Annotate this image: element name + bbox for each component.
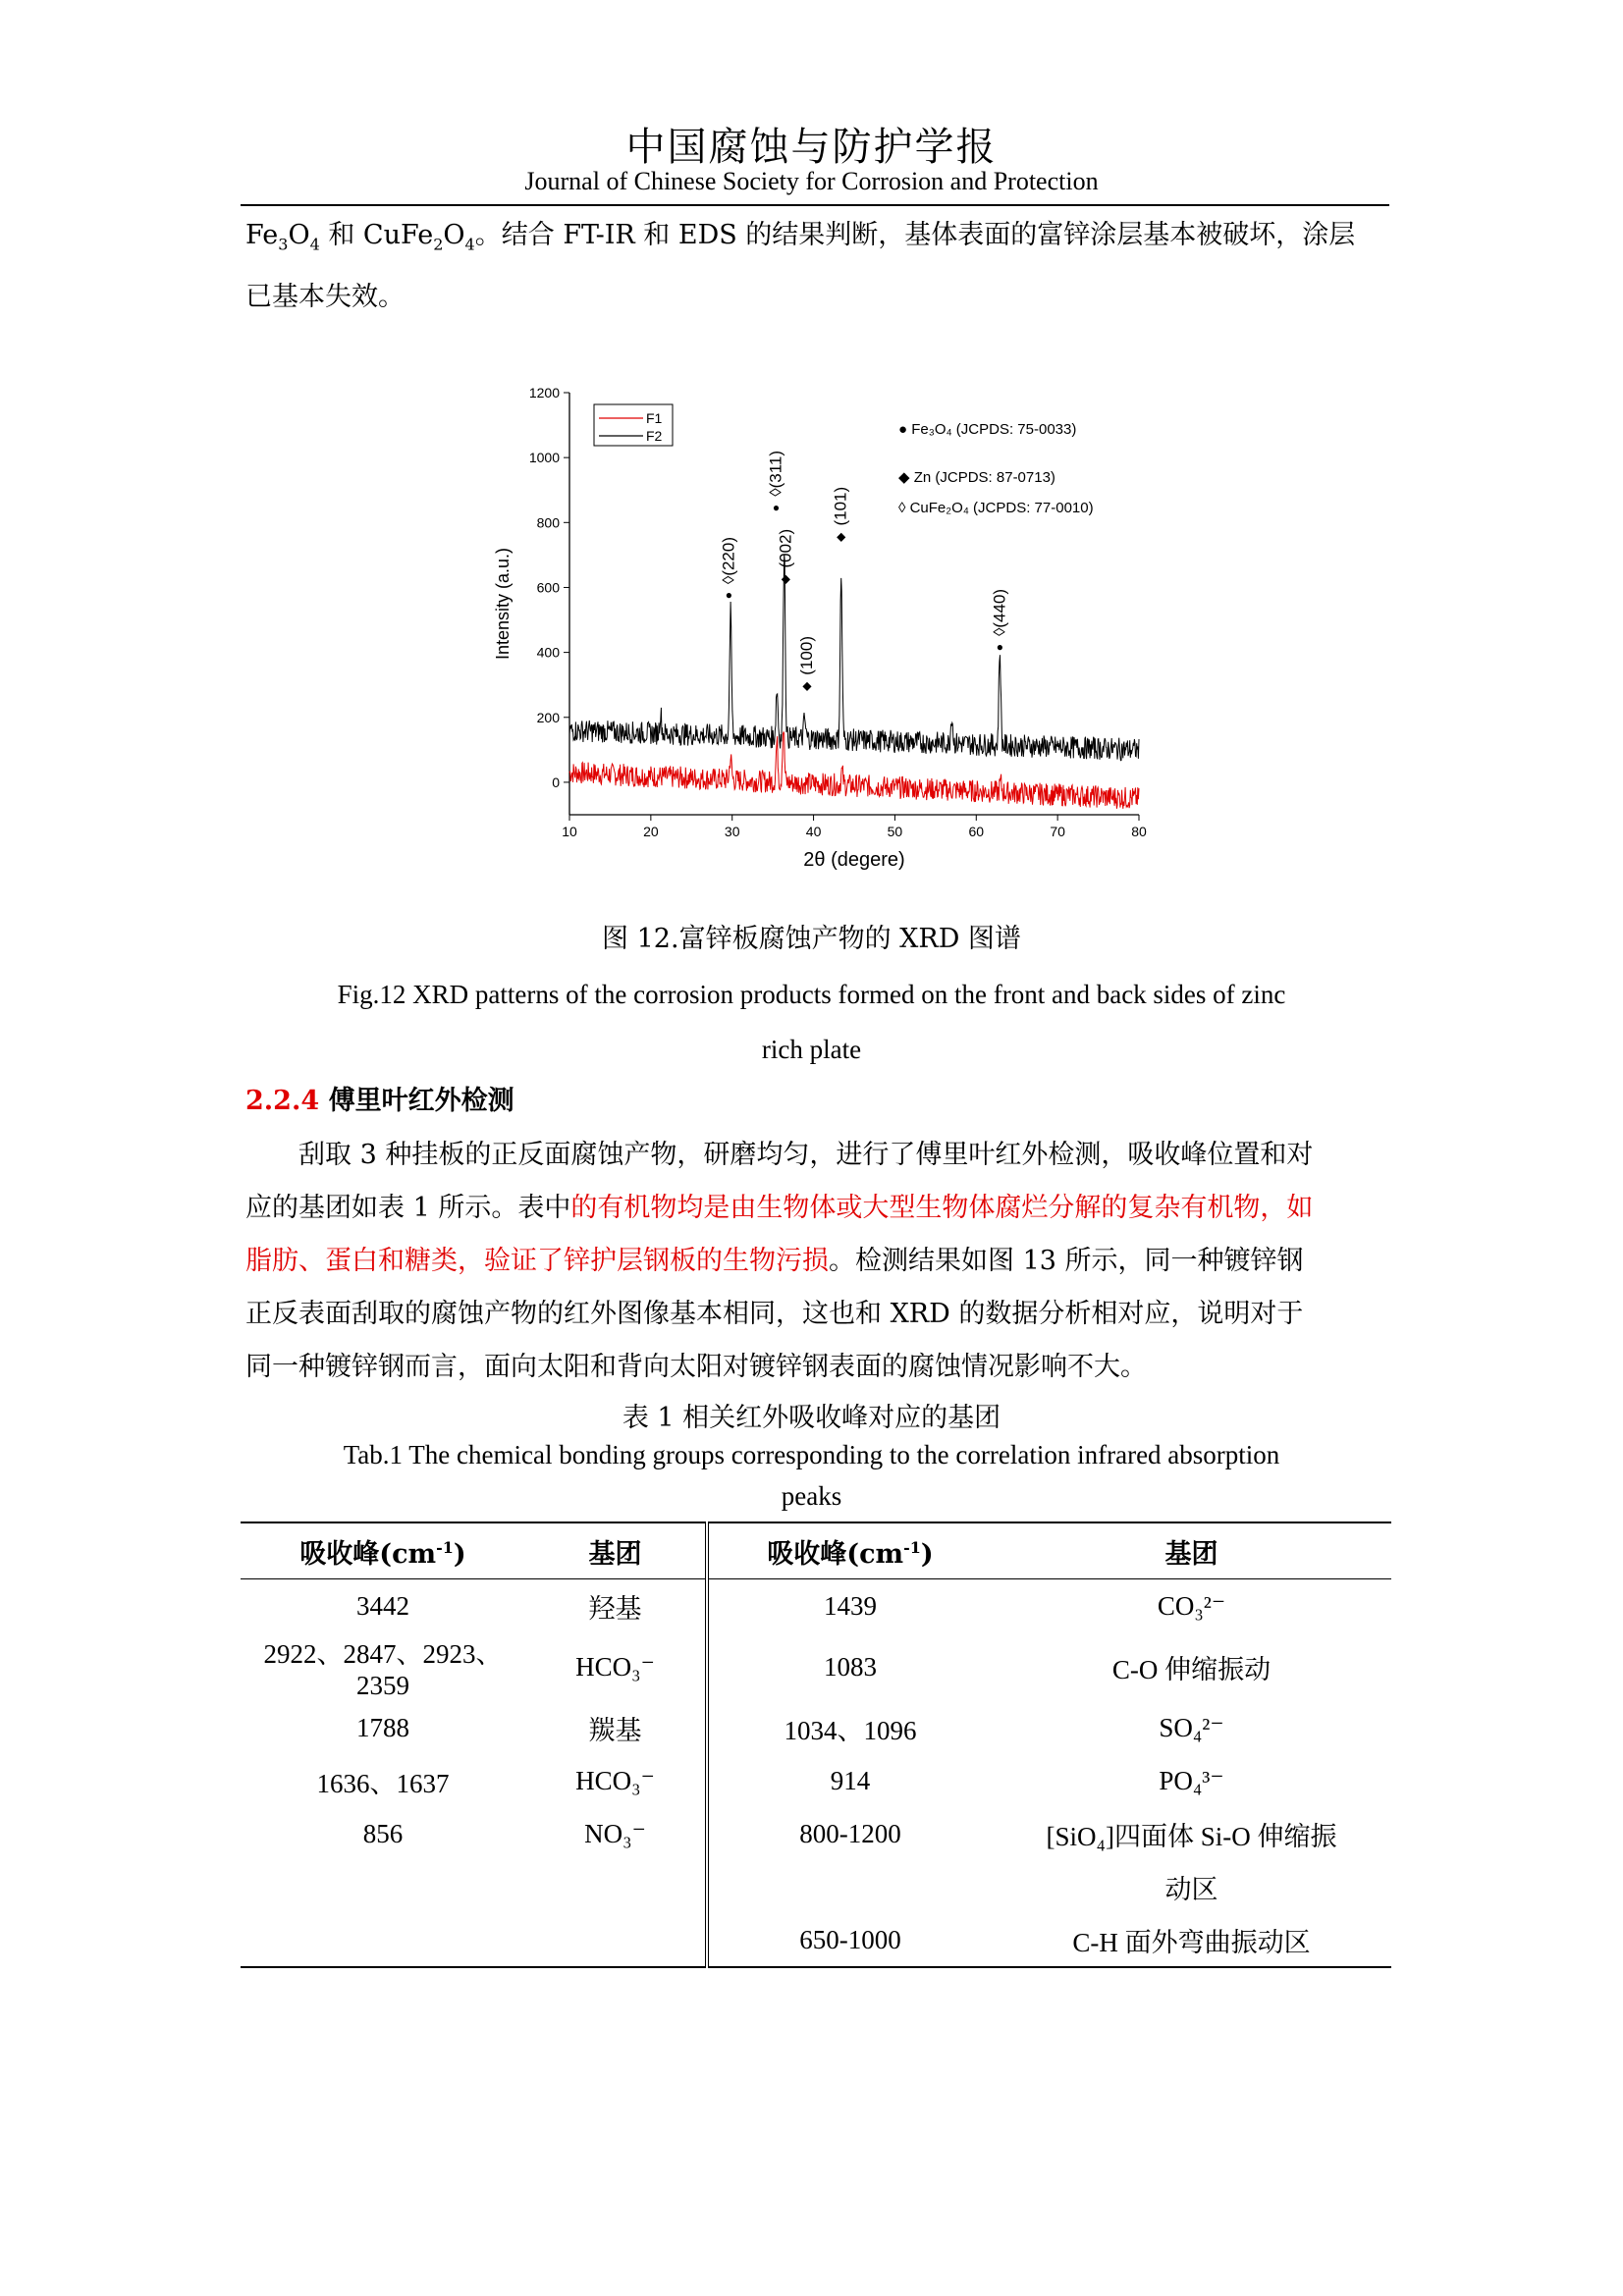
section-heading [245,1075,514,1128]
cell-peak: 650-1000 [707,1913,992,1967]
cell-peak: 914 [707,1754,992,1807]
y-tick-label: 600 [536,579,560,596]
table-row [241,1701,1391,1754]
header-peak-2: 吸收峰$(cm^{-1})$ [707,1522,992,1579]
table-row [241,1632,1391,1701]
section-number: 2.2.4 [245,1086,320,1116]
peak-label: (002) [776,528,795,568]
table-row [241,1754,1391,1807]
absorption-peaks-table [241,1522,1391,1968]
peak-marker: ◆ [781,571,791,586]
table-row [241,1807,1391,1860]
journal-title-en: Journal of Chinese Society for Corrosion and Protection [524,167,1099,195]
cell-group: CO₃²⁻ [1157,1590,1226,1621]
figure-caption-cn: 图 12.富锌板腐蚀产物的 XRD 图谱 [602,924,1021,954]
cell-peak: 1083 [707,1632,992,1701]
peak-marker: ◆ [802,678,812,693]
x-tick-label: 50 [887,824,903,839]
x-tick-label: 40 [805,824,822,839]
y-tick-label: 0 [552,774,560,790]
x-tick-label: 60 [968,824,985,839]
header-rule [241,204,1389,206]
table-row [241,1913,1391,1967]
body-line-5: 同一种镀锌钢而言，面向太阳和背向太阳对镀锌钢表面的腐蚀情况影响不大。 [245,1352,1147,1382]
legend-label-F1: F1 [646,410,663,426]
x-tick-label: 10 [562,824,577,839]
legend-label-F2: F2 [646,428,663,444]
header-group-2: 基团 [992,1522,1391,1579]
phase-legend-entry: ● Fe₃O₄ (JCPDS: 75-0033) [898,421,1077,438]
cell-peak: 1636、1637 [316,1768,450,1798]
cell-group: HCO₃⁻ [575,1765,655,1795]
journal-title-cn: 中国腐蚀与防护学报 [625,125,998,170]
body-line-3: 脂肪、蛋白和糖类，验证了锌护层钢板的生物污损。检测结果如图 13 所示，同一种镀锌钢 [245,1246,1304,1276]
cell-peak: 2922、2847、2923、2359 [263,1639,503,1700]
peak-marker: ◆ [837,529,846,544]
x-tick-label: 80 [1131,824,1147,839]
header-peak-1: 吸收峰$(cm^{-1})$ [241,1522,525,1579]
table-caption-en-2: peaks [781,1481,842,1511]
body-line-1: 刮取 3 种挂板的正反面腐蚀产物，研磨均匀，进行了傅里叶红外检测，吸收峰位置和对 [298,1140,1314,1170]
intro-line-2: 已基本失效。 [245,282,405,313]
peak-label: ◊(440) [990,588,1009,636]
cell-peak: 1439 [707,1579,992,1633]
x-axis-label: 2θ (degere) [803,849,905,871]
cell-peak [707,1860,992,1913]
y-tick-label: 1200 [528,385,560,400]
x-tick-label: 30 [724,824,740,839]
phase-legend-entry: ◆ Zn (JCPDS: 87-0713) [898,469,1055,486]
cell-peak: 800-1200 [707,1807,992,1860]
y-tick-label: 800 [536,514,560,531]
x-tick-label: 70 [1050,824,1065,839]
table-caption-cn: 表 1 相关红外吸收峰对应的基团 [622,1403,1001,1433]
peak-marker: ● [725,588,733,603]
table-row [241,1579,1391,1633]
section-title: 傅里叶红外检测 [319,1086,514,1116]
xrd-chart [481,378,1168,888]
cell-group: C-O 伸缩振动 [1111,1654,1271,1684]
cell-group: C-H 面外弯曲振动区 [992,1913,1391,1967]
figure-caption-en-2: rich plate [761,1035,862,1064]
cell-group: 动区 [1164,1874,1218,1904]
intro-line-1: $Fe_3O_4$ 和 $CuFe_2O_4$。结合 FT-IR 和 EDS 的结果判断，基体表面的富锌涂层基本被破坏，涂层 [245,220,1356,254]
cell-group: 羰基 [588,1715,642,1745]
cell-group: 羟基 [588,1593,642,1624]
y-tick-label: 400 [536,644,560,661]
y-tick-label: 1000 [528,450,560,466]
y-axis-label: Intensity (a.u.) [493,547,513,661]
cell-group [525,1913,707,1967]
table-caption-en-1: Tab.1 The chemical bonding groups corresponding to the correlation infrared absorption [343,1440,1280,1469]
table-header-row [241,1522,1391,1579]
header-group-1: 基团 [525,1522,707,1579]
intro-paragraph [245,209,1389,324]
y-tick-label: 200 [536,709,560,725]
series-line-F2 [569,555,1139,761]
cell-peak [241,1913,525,1967]
cell-group: SO₄²⁻ [1159,1712,1224,1742]
cell-peak: 3442 [356,1590,409,1621]
figure-caption-en-1: Fig.12 XRD patterns of the corrosion products formed on the front and back sides of zinc [337,980,1286,1009]
cell-group: HCO₃⁻ [575,1651,655,1682]
body-line-2: 应的基团如表 1 所示。表中的有机物均是由生物体或大型生物体腐烂分解的复杂有机物，如 [245,1193,1314,1223]
cell-group: PO₄³⁻ [1159,1765,1224,1795]
body-line-4: 正反表面刮取的腐蚀产物的红外图像基本相同，这也和 XRD 的数据分析相对应，说明对于 [245,1299,1304,1329]
phase-legend-entry: ◊ CuFe₂O₄ (JCPDS: 77-0010) [898,500,1094,516]
cell-group: NO₃⁻ [584,1818,646,1848]
peak-label: ◊(311) [766,450,785,497]
x-tick-label: 20 [643,824,659,839]
peak-marker: ● [772,500,781,514]
peak-label: (100) [796,636,816,675]
cell-peak: 1788 [356,1712,409,1742]
peak-label: ◊(220) [719,536,738,585]
body-paragraph [245,1129,1389,1394]
cell-peak: 1034、1096 [707,1701,992,1754]
cell-group [525,1860,707,1913]
cell-group: [SiO₄]四面体 Si-O 伸缩振 [1046,1821,1337,1851]
cell-peak: 856 [362,1818,404,1848]
table-row [241,1860,1391,1913]
peak-label: (101) [831,486,850,526]
peak-marker: ● [996,640,1003,654]
cell-peak [241,1860,525,1913]
